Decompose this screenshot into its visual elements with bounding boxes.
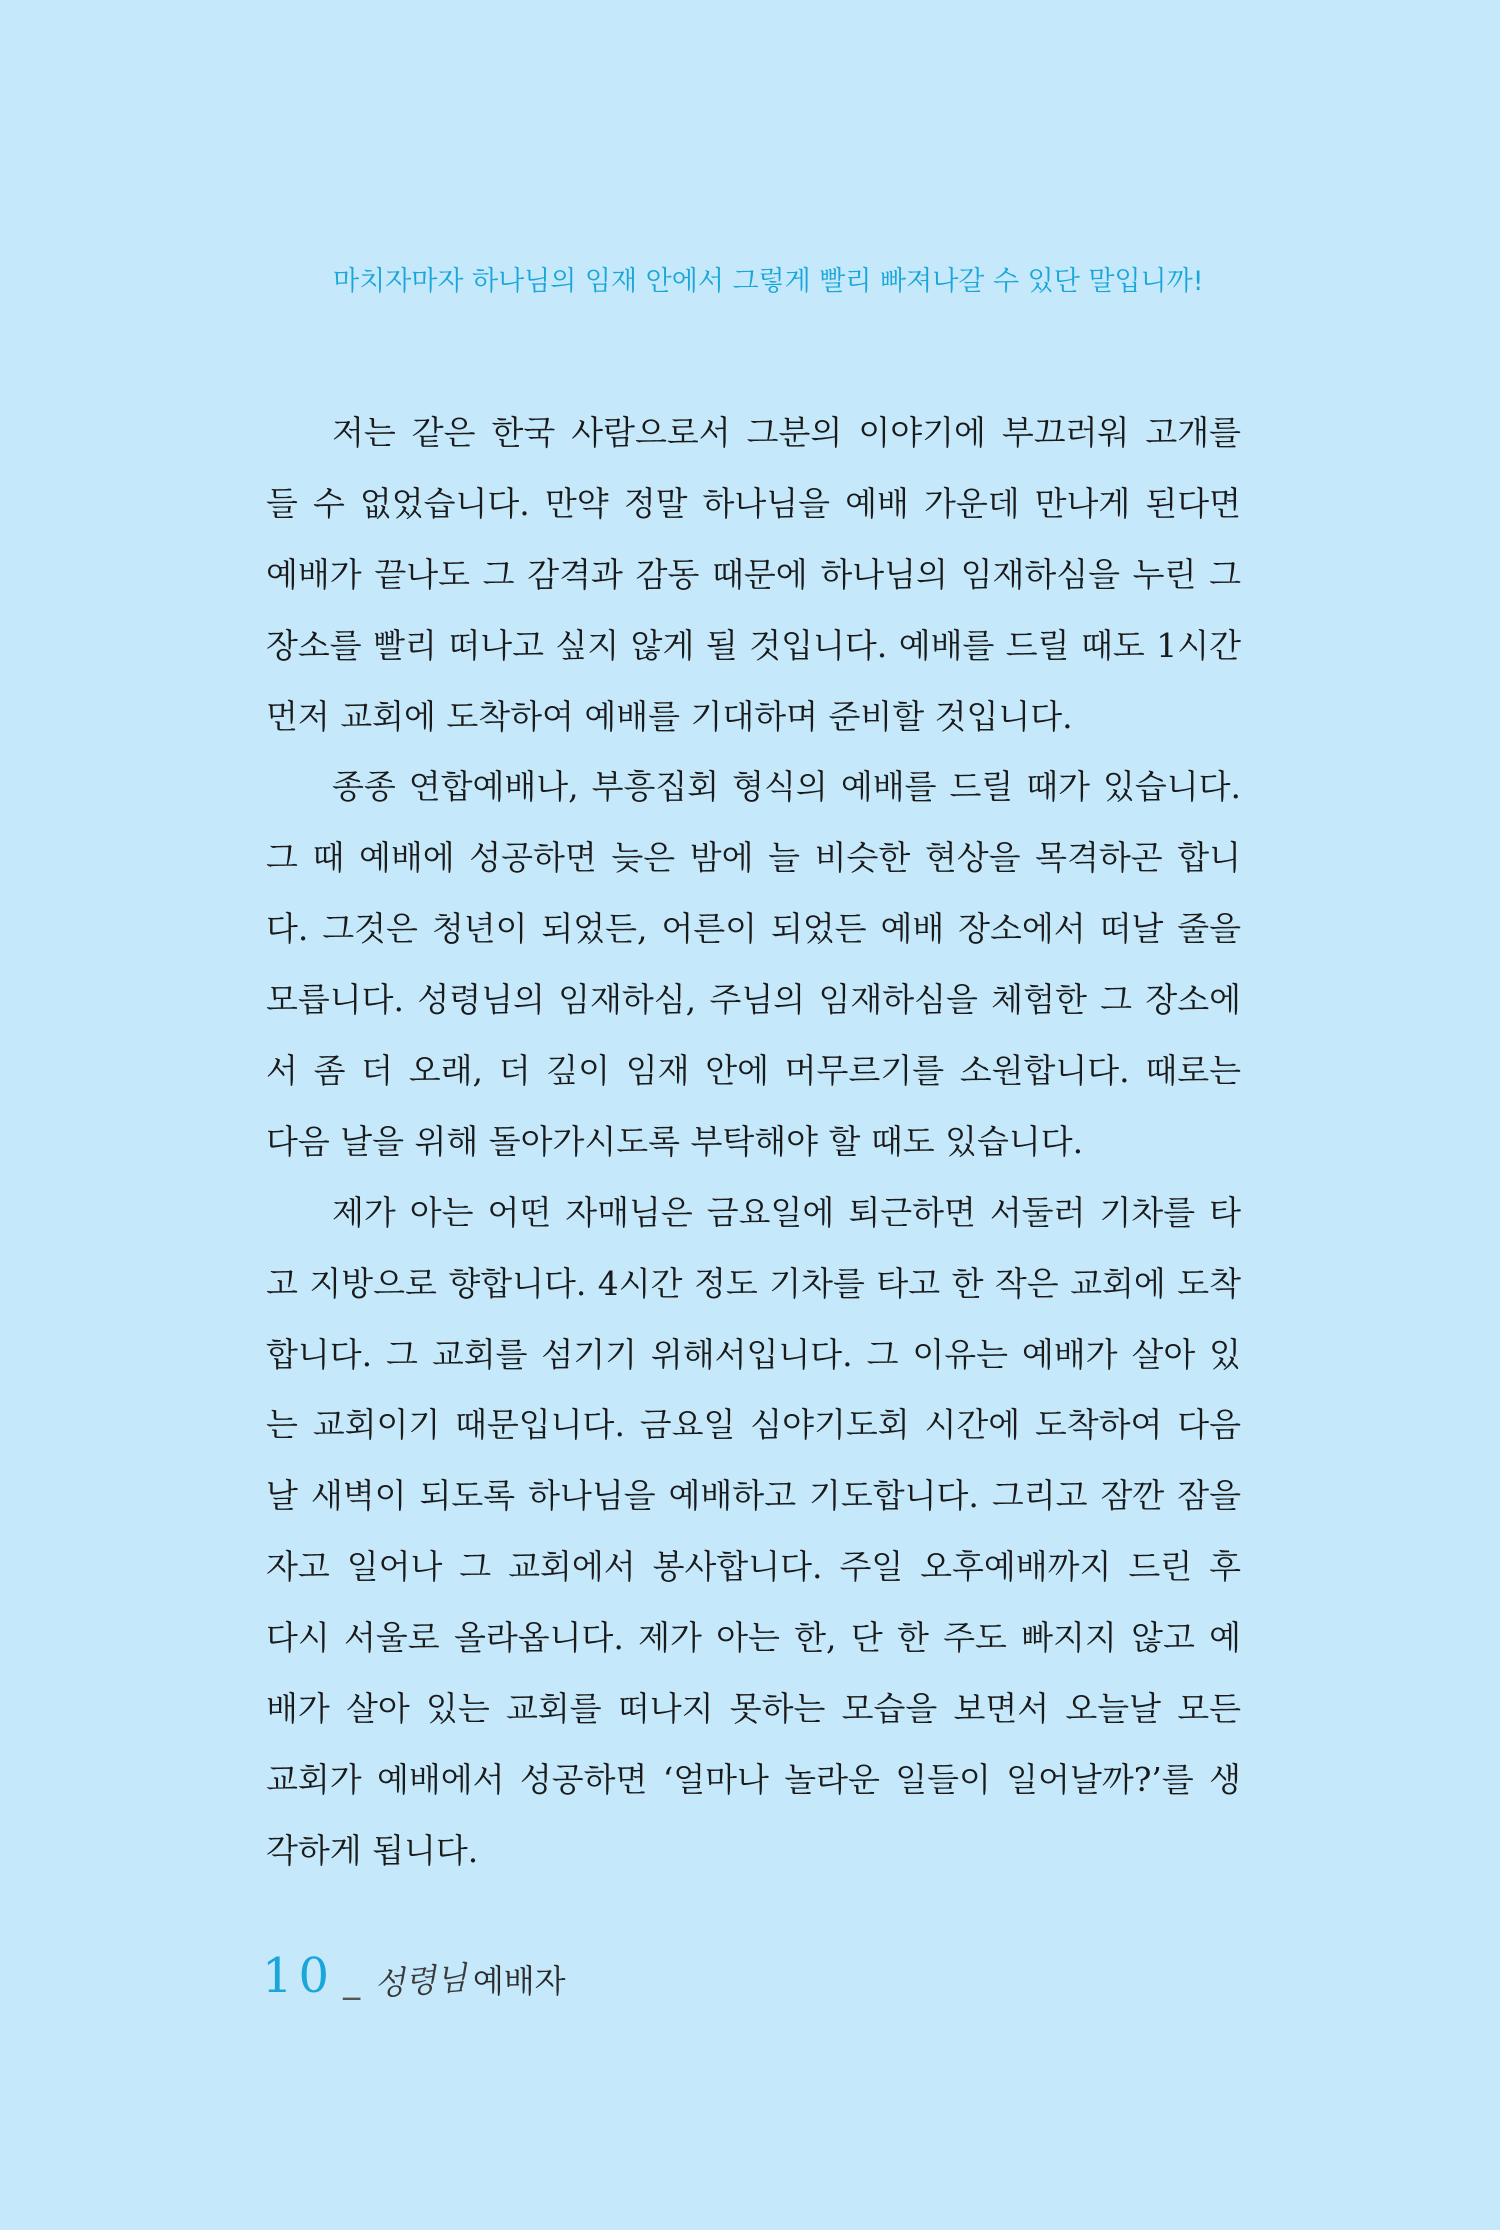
header-quote: 마치자마자 하나님의 임재 안에서 그렇게 빨리 빠져나갈 수 있단 말입니까!	[333, 266, 1204, 297]
text-line: 제가 아는 어떤 자매님은 금요일에 퇴근하면 서둘러 기차를 타	[332, 1192, 1241, 1232]
page-footer	[262, 1948, 566, 2018]
text-line: 그 때 예배에 성공하면 늦은 밤에 늘 비슷한 현상을 목격하곤 합니	[266, 838, 1241, 878]
text-line: 다시 서울로 올라옵니다. 제가 아는 한, 단 한 주도 빠지지 않고 예	[266, 1618, 1241, 1658]
body-text	[266, 398, 1241, 1887]
book-title: 예배자	[472, 1962, 566, 2000]
text-line: 장소를 빨리 떠나고 싶지 않게 될 것입니다. 예배를 드릴 때도 1시간	[266, 625, 1241, 665]
page-number: 10	[262, 1948, 336, 2004]
text-line: 저는 같은 한국 사람으로서 그분의 이야기에 부끄러워 고개를	[332, 413, 1241, 452]
text-line: 배가 살아 있는 교회를 떠나지 못하는 모습을 보면서 오늘날 모든	[266, 1689, 1241, 1729]
text-line: 모릅니다. 성령님의 임재하심, 주님의 임재하심을 체험한 그 장소에	[266, 980, 1241, 1020]
text-line: 다. 그것은 청년이 되었든, 어른이 되었든 예배 장소에서 떠날 줄을	[266, 909, 1241, 949]
text-line: 다음 날을 위해 돌아가시도록 부탁해야 할 때도 있습니다.	[266, 1121, 1084, 1161]
text-line: 는 교회이기 때문입니다. 금요일 심야기도회 시간에 도착하여 다음	[266, 1405, 1241, 1445]
text-line: 교회가 예배에서 성공하면 ‘얼마나 놀라운 일들이 일어날까?’를 생	[266, 1759, 1241, 1799]
text-line: 고 지방으로 향합니다. 4시간 정도 기차를 타고 한 작은 교회에 도착	[266, 1263, 1241, 1303]
text-line: 들 수 없었습니다. 만약 정말 하나님을 예배 가운데 만나게 된다면	[266, 483, 1241, 523]
text-line: 자고 일어나 그 교회에서 봉사합니다. 주일 오후예배까지 드린 후	[266, 1547, 1241, 1587]
text-line: 먼저 교회에 도착하여 예배를 기대하며 준비할 것입니다.	[266, 696, 1073, 736]
text-line: 예배가 끝나도 그 감격과 감동 때문에 하나님의 임재하심을 누린 그	[266, 554, 1241, 594]
book-title-script: 성령님	[373, 1958, 469, 2004]
text-line: 종종 연합예배나, 부흥집회 형식의 예배를 드릴 때가 있습니다.	[332, 767, 1241, 807]
footer-separator: _	[343, 1961, 361, 2001]
text-line: 서 좀 더 오래, 더 깊이 임재 안에 머무르기를 소원합니다. 때로는	[266, 1051, 1241, 1091]
text-line: 합니다. 그 교회를 섬기기 위해서입니다. 그 이유는 예배가 살아 있	[266, 1334, 1241, 1374]
text-line: 날 새벽이 되도록 하나님을 예배하고 기도합니다. 그리고 잠깐 잠을	[266, 1476, 1241, 1516]
text-line: 각하게 됩니다.	[266, 1830, 479, 1870]
